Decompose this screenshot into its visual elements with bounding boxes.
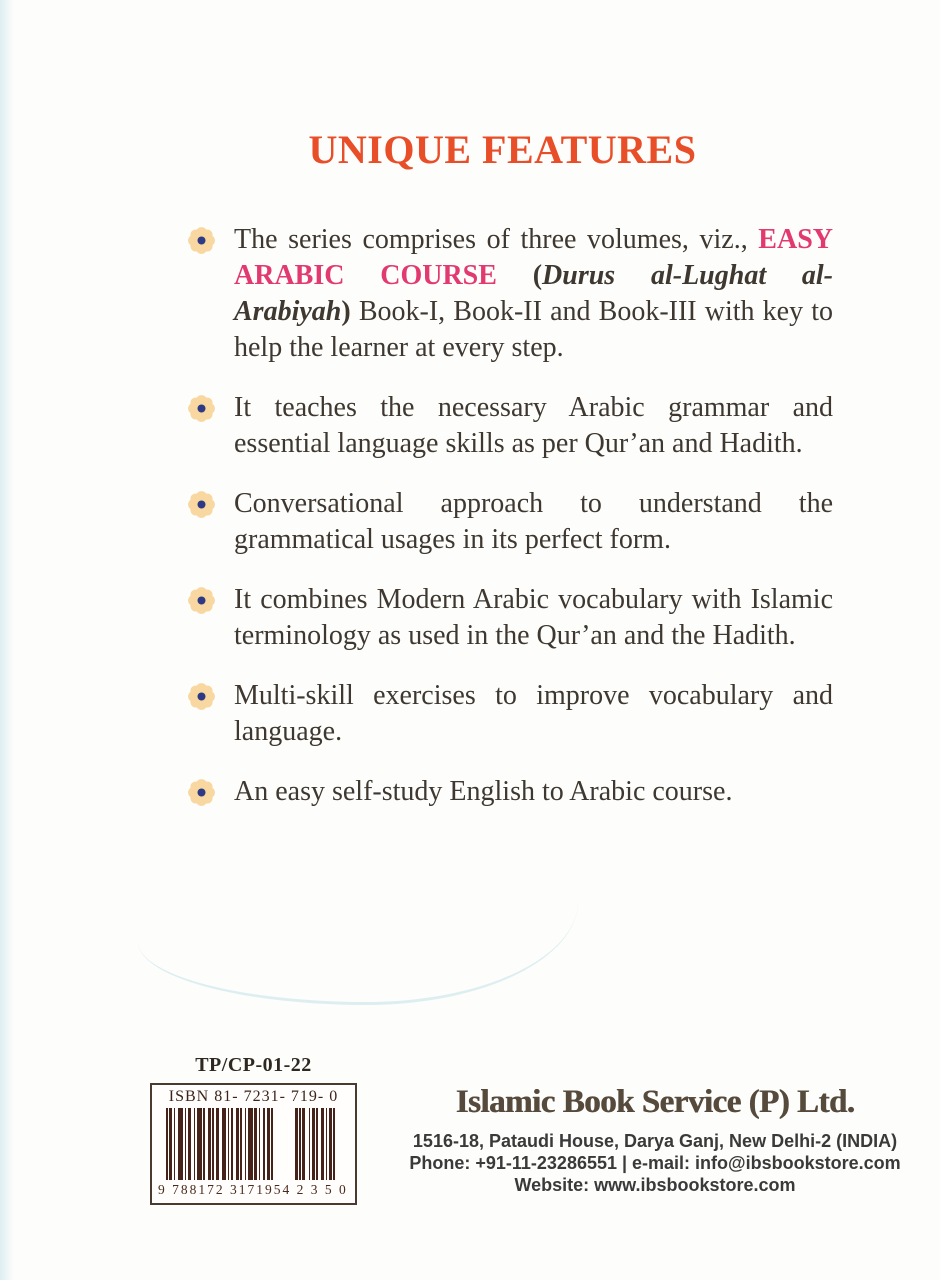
feature-item (150, 390, 855, 462)
barcode-main-digits: 9 788172 317195 (158, 1182, 283, 1197)
flower-bullet-icon (188, 587, 215, 614)
page-title: UNIQUE FEATURES (308, 127, 697, 172)
barcode-bars (158, 1108, 349, 1180)
scan-arc-artifact (138, 890, 578, 1005)
feature-item (150, 774, 855, 810)
feature-text-segment: It teaches the necessary Arabic grammar and essential language skills as per Qur’an and Hadith. (234, 392, 833, 459)
feature-text-segment: Durus al-Lughat al-Arabiyah (234, 260, 833, 327)
print-code-label: TP/CP-01-22 (195, 1054, 312, 1076)
barcode-supplement-digits: 4 2 3 5 0 (282, 1182, 348, 1197)
barcode-supplement-bars (295, 1108, 349, 1180)
feature-item (150, 486, 855, 558)
flower-bullet-icon (188, 395, 215, 422)
feature-text-segment: Book-I, Book-II and Book-III with key to help the learner at every step. (234, 296, 834, 363)
feature-text-segment: EASY ARABIC COURSE (234, 224, 833, 291)
flower-bullet-icon (188, 227, 215, 254)
feature-item (150, 678, 855, 750)
flower-bullet-icon (188, 683, 215, 710)
feature-text-segment: It combines Modern Arabic vocabulary with Islamic terminology as used in the Qur’an and the Hadith. (234, 584, 833, 651)
flower-bullet-icon (188, 779, 215, 806)
publisher-name: Islamic Book Service (P) Ltd. (455, 1084, 855, 1120)
feature-item (150, 582, 855, 654)
feature-text-segment: Multi-skill exercises to improve vocabulary and language. (234, 680, 833, 747)
scan-edge-artifact (0, 0, 14, 1280)
publisher-website: Website: www.ibsbookstore.com (514, 1175, 796, 1195)
feature-text-segment: ( (496, 260, 543, 291)
barcode-block (150, 1054, 400, 1205)
publisher-address: 1516-18, Pataudi House, Darya Ganj, New Delhi-2 (INDIA) (412, 1131, 898, 1151)
feature-text-segment: The series comprises of three volumes, viz., (234, 224, 759, 255)
flower-bullet-icon (188, 491, 215, 518)
publisher-phone-email: Phone: +91-11-23286551 | e-mail: info@ibsbookstore.com (409, 1153, 901, 1173)
barcode-bar (271, 1108, 273, 1180)
feature-item (150, 222, 855, 366)
barcode-digits (158, 1182, 349, 1198)
barcode-bar (333, 1108, 335, 1180)
barcode (150, 1083, 357, 1205)
publisher-block (398, 1082, 912, 1196)
publisher-contact (398, 1130, 912, 1196)
feature-text-segment: ) (341, 296, 359, 327)
features-section (150, 128, 855, 834)
barcode-main-bars (166, 1108, 281, 1180)
features-list (150, 222, 855, 810)
feature-text-segment: Conversational approach to understand the grammatical usages in its perfect form. (234, 488, 833, 555)
isbn-label: ISBN 81- 7231- 719- 0 (168, 1088, 339, 1105)
feature-text-segment: An easy self-study English to Arabic course. (234, 776, 733, 807)
